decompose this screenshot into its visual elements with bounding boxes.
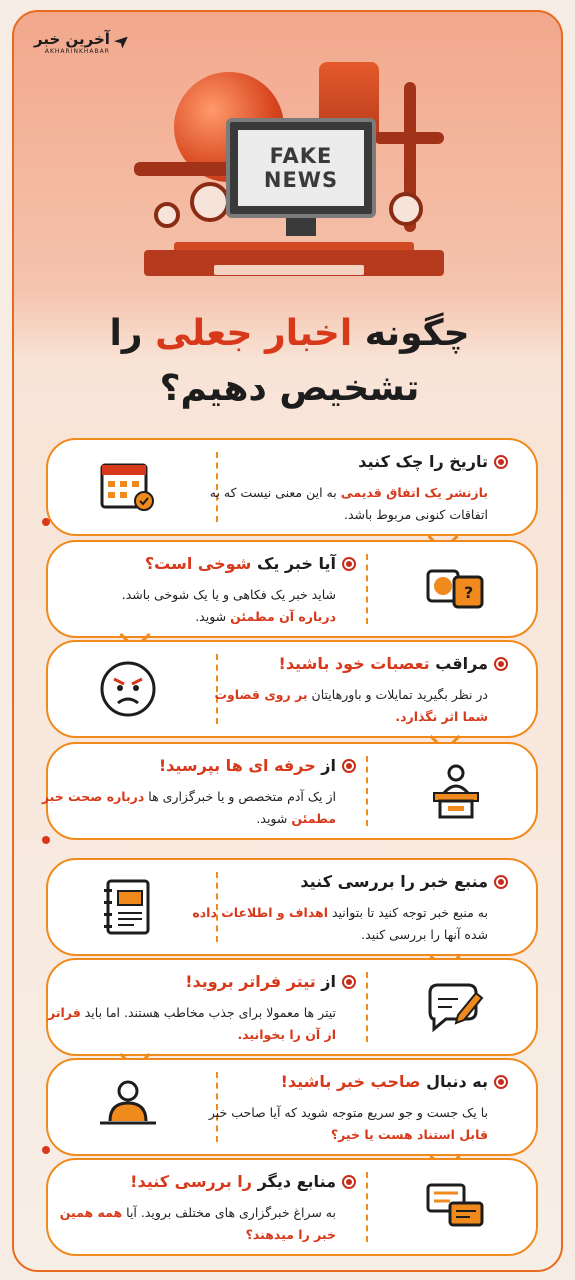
card-body-highlight: درباره صحت خبر مطمئن [41, 789, 336, 826]
card-title-text [281, 1070, 488, 1094]
bullet-icon [342, 975, 356, 989]
card-title-text [185, 970, 336, 994]
card-icon-box [376, 960, 536, 1054]
card-icon-box [376, 1160, 536, 1254]
card-title-text: تاریخ را چک کنید [358, 452, 488, 471]
screen-text-news: NEWS [263, 168, 339, 192]
card-body [36, 1202, 356, 1246]
card-title-part: از [315, 756, 336, 775]
angry-face-icon [96, 657, 160, 721]
card-title-highlight: تیتر فراتر بروید! [185, 972, 316, 991]
brand-subtitle: AKHARINKHABAR [44, 48, 110, 55]
card-icon-box [48, 440, 208, 534]
bullet-icon [342, 557, 356, 571]
fake-news-machine [134, 42, 454, 292]
card-body-text: به منبع خبر توجه کنید تا بتوانید [328, 905, 488, 920]
card-title [188, 1070, 508, 1094]
monitor [226, 118, 376, 218]
card-body [188, 902, 508, 946]
card-body [36, 584, 356, 628]
decor-dot [42, 836, 50, 844]
card-text [188, 652, 508, 728]
gauge-icon [190, 182, 230, 222]
card-text [188, 450, 508, 526]
speaker-podium-icon [424, 759, 488, 823]
card-body [36, 786, 356, 830]
card-divider [366, 1172, 368, 1242]
card-divider [366, 554, 368, 624]
bullet-icon [494, 455, 508, 469]
card-icon-box [48, 1060, 208, 1154]
pen-chat-icon [424, 975, 488, 1039]
card-body-highlight: بر روی قضاوت شما اثر نگذارد. [214, 687, 488, 724]
card-body-text: با یک جست و جو سریع متوجه شوید که آیا صاحب خبر [208, 1105, 488, 1120]
tip-card-beyond-headline [46, 958, 538, 1056]
card-title [188, 450, 508, 474]
monitor-screen [238, 130, 364, 206]
card-divider [366, 756, 368, 826]
card-title [188, 870, 508, 894]
title-accent: اخبار جعلی [155, 313, 353, 354]
card-body [188, 684, 508, 728]
card-title [36, 970, 356, 994]
page-title [14, 308, 563, 418]
card-title-text [279, 652, 488, 676]
card-title [36, 552, 356, 576]
card-text [36, 552, 356, 628]
card-body-highlight: بازنشر یک اتفاق قدیمی [340, 485, 488, 500]
screen-text-fake: FAKE [269, 143, 333, 168]
card-body-text: تیتر ها معمولا برای جذب مخاطب هستند. اما باید [80, 1005, 336, 1020]
brand-logo [34, 30, 128, 55]
card-title-part: مراقب [429, 654, 488, 673]
bullet-icon [342, 759, 356, 773]
card-title-text [130, 1170, 336, 1194]
bullet-icon [494, 1075, 508, 1089]
card-body-highlight: درباره آن مطمئن [230, 609, 336, 624]
hero-illustration [14, 12, 563, 292]
card-icon-box [376, 542, 536, 636]
card-body [188, 482, 508, 526]
tip-card-other-sources [46, 1158, 538, 1256]
card-title-highlight: حرفه ای ها بپرسید! [158, 756, 316, 775]
card-text [188, 870, 508, 946]
monitor-stand [286, 218, 316, 236]
laughing-chat-icon [424, 557, 488, 621]
card-body-text: به سراغ خبرگزاری های مختلف بروید. آیا [122, 1205, 336, 1220]
infographic-frame [12, 10, 563, 1272]
person-desk-icon [96, 1075, 160, 1139]
card-text [188, 1070, 508, 1146]
card-title [36, 754, 356, 778]
bullet-icon [342, 1175, 356, 1189]
chat-bubbles-icon [424, 1175, 488, 1239]
card-title-part: منابع دیگر [252, 1172, 336, 1191]
card-body-highlight: فراتر از آن را بخوانید. [48, 1005, 336, 1042]
card-body-text: از یک آدم متخصص و یا خبرگزاری ها [144, 789, 336, 804]
card-body-highlight: همه همین خبر را میدهند؟ [59, 1205, 336, 1242]
card-text [36, 970, 356, 1046]
brand-name: آخرین خبر [34, 30, 110, 48]
card-title-part: از [315, 972, 336, 991]
card-title-text: منبع خبر را بررسی کنید [300, 872, 488, 891]
tip-card-find-author [46, 1058, 538, 1156]
card-title-highlight: تعصبات خود باشید! [278, 654, 430, 673]
card-body-text: شاید خبر یک فکاهی و یا یک شوخی باشد. [121, 587, 336, 602]
card-title [36, 1170, 356, 1194]
card-divider [366, 972, 368, 1042]
brand-mark-icon [114, 37, 128, 49]
bullet-icon [494, 875, 508, 889]
card-icon-box [48, 642, 208, 736]
tip-card-joke [46, 540, 538, 638]
tip-card-check-date [46, 438, 538, 536]
card-title-highlight: شوخی است؟ [144, 554, 252, 573]
card-body [36, 1002, 356, 1046]
decor-dot [42, 518, 50, 526]
card-title-text [159, 754, 336, 778]
card-text [36, 1170, 356, 1246]
title-part: را [109, 313, 156, 354]
card-body-highlight: قابل استناد هست یا خیر؟ [330, 1127, 488, 1142]
card-title-part: به دنبال [420, 1072, 488, 1091]
card-body-text: به این معنی نیست که به اتفاقات کنونی مربوط باشد. [209, 485, 488, 522]
notebook-icon [96, 875, 160, 939]
card-title-part: آیا خبر یک [251, 554, 336, 573]
card-text [36, 754, 356, 830]
card-body-text: شوید. [256, 811, 292, 826]
title-line2: تشخیص دهیم؟ [159, 368, 420, 409]
svg-text:?: ? [464, 583, 474, 602]
pipe-shape [134, 162, 234, 176]
card-body-highlight: اهداف و اطلاعات داده [192, 905, 328, 920]
card-title [188, 652, 508, 676]
keyboard [214, 265, 364, 275]
calendar-check-icon [96, 455, 160, 519]
card-body-text: در نظر بگیرید تمایلات و باورهایتان [307, 687, 488, 702]
gauge-icon [389, 192, 423, 226]
card-title-highlight: صاحب خبر باشید! [280, 1072, 421, 1091]
title-part: چگونه [352, 313, 470, 354]
card-title-highlight: را بررسی کنید! [130, 1172, 252, 1191]
tip-card-check-source [46, 858, 538, 956]
card-body-text: شده آنها را بررسی کنید. [361, 927, 488, 942]
card-title-text [145, 552, 336, 576]
tip-card-bias [46, 640, 538, 738]
tip-card-ask-experts [41, 742, 538, 840]
card-body-text: شوید. [195, 609, 231, 624]
card-icon-box [48, 860, 208, 954]
card-body [188, 1102, 508, 1146]
card-icon-box [376, 744, 536, 838]
bullet-icon [494, 657, 508, 671]
gauge-icon [154, 202, 180, 228]
decor-dot [42, 1146, 50, 1154]
